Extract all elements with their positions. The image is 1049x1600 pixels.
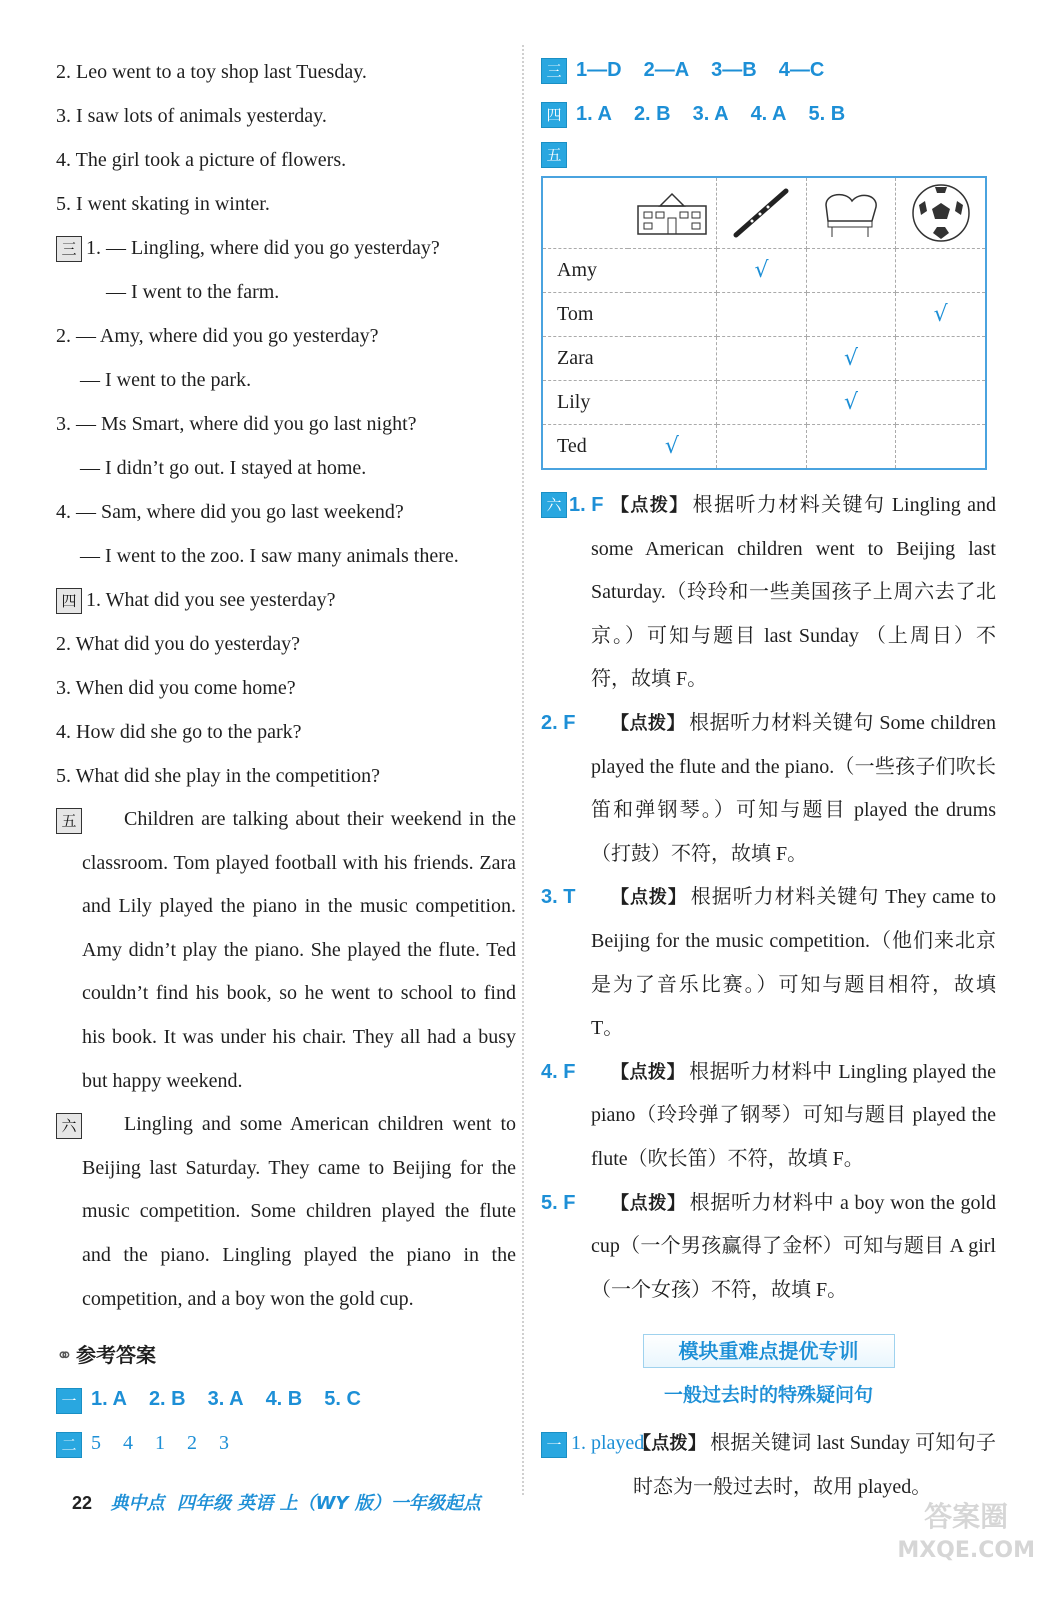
student-name: Lily [542,381,628,425]
table-cell [806,425,896,470]
sentence-line: 3. I saw lots of animals yesterday. [56,105,327,127]
section-title-box: 模块重难点提优专训 [643,1334,895,1368]
dialog-answer: — I went to the zoo. I saw many animals there. [80,545,459,567]
section-badge: 三 [56,236,82,262]
dialog-answer: — I didn’t go out. I stayed at home. [80,457,367,479]
table-cell [628,293,717,337]
question-line: 2. What did you do yesterday? [56,633,301,655]
school-column [628,177,717,249]
check-mark: √ [664,434,679,459]
order-item: 1 [155,1432,165,1455]
sentence-line: 5. I went skating in winter. [56,193,270,215]
student-name: Tom [542,293,628,337]
answer-number: 2. F [541,711,576,734]
reference-answers-title: ⚭ 参考答案 [56,1333,516,1377]
answer-item: 4. B [265,1388,303,1411]
section-badge: 五 [541,142,567,168]
section-badge: 一 [56,1388,82,1414]
hint-tag: 【点拨】 [611,1061,686,1083]
section-6-explanations [541,484,996,1312]
student-name: Zara [542,337,628,381]
table-cell [896,293,986,337]
answer-item: 2. B [633,103,671,125]
table-cell [628,249,717,293]
answer-item: 5. C [324,1388,361,1411]
school-icon [632,188,712,238]
last-explanation [541,1422,996,1509]
check-mark: √ [844,346,859,371]
left-column [56,50,516,1465]
answer-number: 4. F [541,1060,576,1083]
dialog-question: 3. — Ms Smart, where did you go last night? [56,413,417,435]
check-mark: √ [844,390,859,415]
table-cell [628,425,717,470]
watermark: 答案圈 MXQE.COM [897,1500,1035,1563]
section-6-passage [56,1103,516,1321]
table-cell [806,381,896,425]
link-icon: ⚭ [56,1343,73,1368]
dialog-answer: — I went to the park. [80,369,252,391]
table-row [542,249,986,293]
passage-text: to Beijing last Saturday. They came to Beijing for the music competition. Some children played the flute and the piano. Lingling played the piano in the competition, and a boy won the gold cup. [82,1113,517,1310]
flute-column [717,177,807,249]
explanation-text: 根据听力材料关键句 They came to Beijing for the music competition.（他们来北京是为了音乐比赛。）可知与题目相符，故填 T。 [591,886,997,1040]
answer-row-3 [541,48,996,92]
section-badge: 三 [541,58,567,84]
check-mark: √ [933,302,948,327]
hint-tag: 【点拨】 [633,1433,707,1455]
table-cell [628,337,717,381]
table-cell [806,249,896,293]
answer-row-1 [56,1377,516,1421]
exercise-sentences [56,50,516,226]
explanation-text: 根据听力材料关键句 Some children played the flute and the piano.（一些孩子们吹长笛和弹钢琴。）可知与题目 played the drums （打鼓）不符，故填 F。 [591,711,996,865]
match-item: 3—B [711,59,757,81]
passage-text: in the classroom. Tom played football with his friends. Zara and Lily played the piano in the music competition. Amy didn’t play the piano. She played the flute. Ted couldn’t find his book, so he went to school to find his book. It was under his chair. They all had a busy but happy weekend. [82,808,517,1092]
section-badge: 六 [541,492,567,518]
order-item: 4 [123,1432,133,1455]
piano-icon [816,185,886,241]
question-line: 5. What did she play in the competition? [56,765,381,787]
table-cell [896,337,986,381]
explanation-item [541,702,996,876]
table-row [542,425,986,470]
hint-tag: 【点拨】 [611,1192,686,1214]
passage-first-line: Lingling and some American children went [124,1113,492,1136]
question-line: 4. How did she go to the park? [56,721,302,743]
student-name: Amy [542,249,628,293]
table-row [542,381,986,425]
section-5-passage [56,798,516,1103]
flute-icon [726,185,796,241]
table-cell [717,337,807,381]
explanation-item [541,876,996,1050]
dialog-question: 2. — Amy, where did you go yesterday? [56,325,379,347]
question-line: 1. What did you see yesterday? [86,589,336,611]
hint-tag: 【点拨】 [611,495,689,516]
question-line: 3. When did you come home? [56,677,296,699]
book-info: 四年级 英语 上（WY 版）一年级起点 [177,1493,481,1514]
order-item: 3 [219,1432,229,1455]
table-row [542,337,986,381]
section-badge: 四 [541,102,567,128]
answer-item: 2. B [148,1388,186,1411]
brand-name: 典中点 [110,1493,165,1514]
match-item: 1—D [576,59,622,81]
table-cell [896,249,986,293]
table-cell [717,249,807,293]
explanation-item [541,1051,996,1182]
answer-item: 4. A [750,103,787,125]
hint-tag: 【点拨】 [611,887,687,909]
right-column [541,48,996,1509]
dialog-question: 1. — Lingling, where did you go yesterday? [86,237,440,259]
table-cell [896,425,986,470]
check-mark: √ [754,258,769,283]
section-subtitle: 一般过去时的特殊疑问句 [663,1384,873,1407]
answer-item: 3. A [207,1388,244,1411]
piano-column [806,177,896,249]
section-badge: 一 [541,1432,567,1458]
explanation-text: 根据听力材料关键句 Lingling and some American children went to Beijing last Saturday.（玲玲和一些美国孩子上周六去了北京。）可知与题目 last Sunday （上周日）不符，故填 F。 [591,494,997,691]
section-badge: 五 [56,808,82,834]
answer-row-5 [541,136,996,172]
football-icon [909,181,973,245]
table-cell [717,381,807,425]
explanation-text: 根据听力材料中 a boy won the gold cup（一个男孩赢得了金杯）可知与题目 A girl（一个女孩）不符，故填 F。 [591,1191,996,1301]
answer-item: 1. A [91,1388,127,1411]
answer-number: 5. F [541,1191,576,1214]
passage-first-line: Children are talking about their weekend [124,808,462,830]
answer-item: 3. A [692,103,729,125]
explanation-item [541,1182,996,1313]
table-cell [896,381,986,425]
table-cell [806,337,896,381]
table-row [542,293,986,337]
answer-number: 1. played [571,1432,645,1455]
student-name: Ted [542,425,628,470]
sentence-line: 4. The girl took a picture of flowers. [56,149,347,171]
hint-tag: 【点拨】 [611,712,686,734]
explanation-text: 根据关键词 last Sunday 可知句子时态为一般过去时，故用 played。 [633,1432,996,1498]
explanation-text: 根据听力材料中 Lingling played the piano（玲玲弹了钢琴）可知与题目 played the flute（吹长笛）不符，故填 F。 [591,1060,996,1170]
table-cell [806,293,896,337]
page-number: 22 [72,1493,93,1513]
order-item: 5 [91,1432,101,1455]
sentence-line: 2. Leo went to a toy shop last Tuesday. [56,61,367,83]
answer-row-2 [56,1421,516,1465]
activity-table [541,176,987,470]
section-4 [56,578,516,798]
table-cell [628,381,717,425]
section-badge: 六 [56,1113,82,1139]
table-cell [717,293,807,337]
answer-number: 1. F [569,494,604,516]
section-3 [56,226,516,578]
match-item: 4—C [778,59,825,81]
answer-item: 5. B [808,103,846,125]
dialog-answer: — I went to the farm. [106,281,280,303]
football-column [896,177,986,249]
answer-item: 1. A [576,103,612,125]
answer-row-4 [541,92,996,136]
order-item: 2 [187,1432,197,1455]
explanation-item [541,484,996,702]
section-badge: 四 [56,588,82,614]
answer-number: 3. T [541,886,576,909]
match-item: 2—A [643,59,690,81]
table-cell [717,425,807,470]
dialog-question: 4. — Sam, where did you go last weekend? [56,501,404,523]
column-divider [522,45,524,1495]
section-badge: 二 [56,1432,82,1458]
page-footer [72,1488,481,1518]
